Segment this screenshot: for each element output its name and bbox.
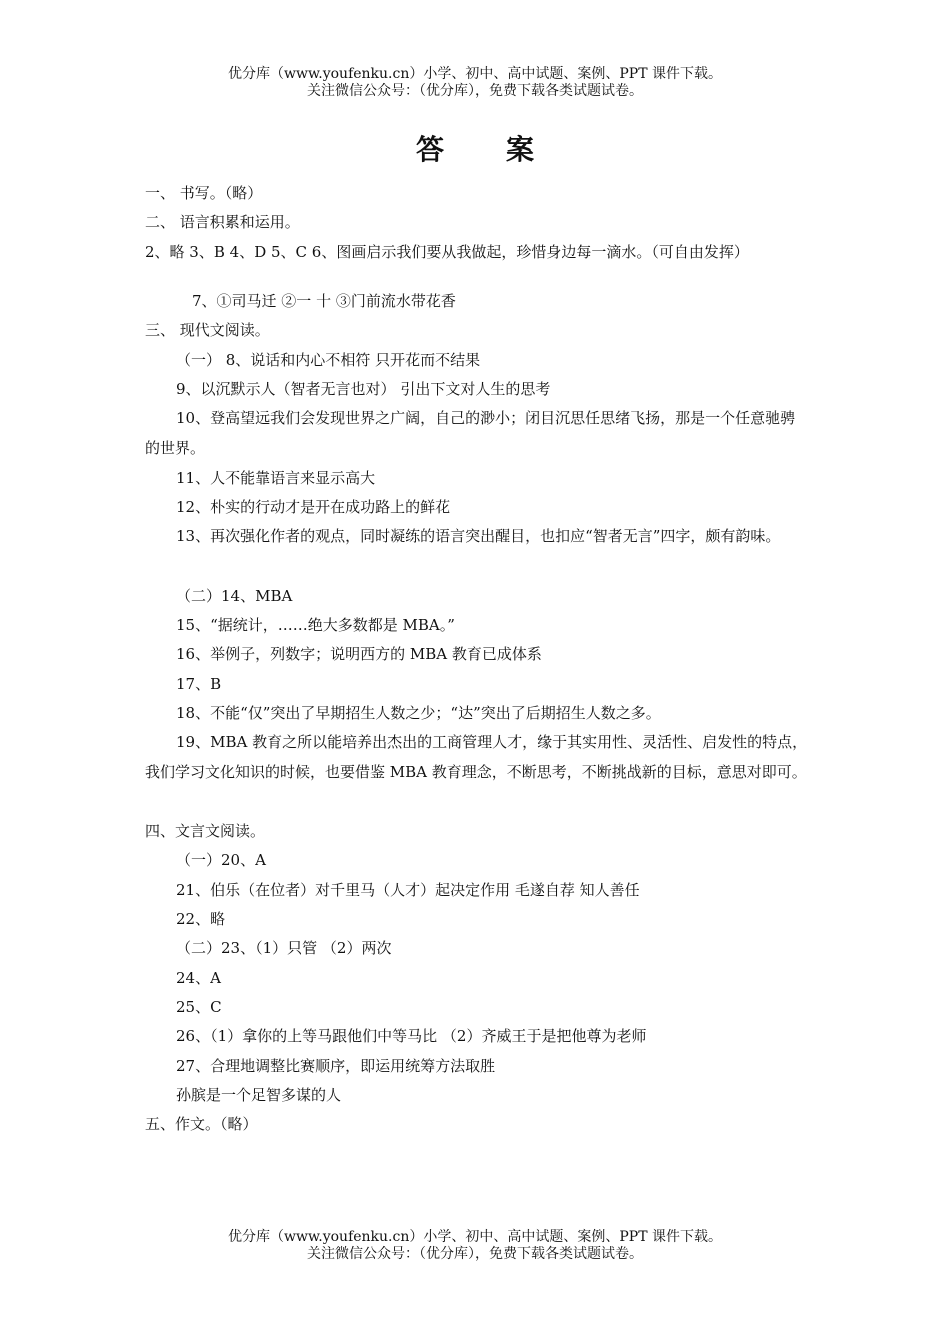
section-1-writing: 一、 书写。（略） [145,184,263,202]
answer-17: 17、B [176,675,222,693]
section-2-language: 二、 语言积累和运用。 [145,213,300,231]
answer-15: 15、“据统计，……绝大多数都是 MBA。” [176,616,455,634]
answer-24: 24、A [176,969,221,987]
header-line-1: 优分库（www.youfenku.cn）小学、初中、高中试题、案例、PPT 课件下载。 [227,66,722,82]
answer-12: 12、朴实的行动才是开在成功路上的鲜花 [176,498,451,516]
footer-line-1: 优分库（www.youfenku.cn）小学、初中、高中试题、案例、PPT 课件下载。 [227,1229,722,1245]
answer-11: 11、人不能靠语言来显示高大 [176,469,376,487]
section-3-modern-reading: 三、 现代文阅读。 [145,321,270,339]
answer-10: 10、登高望远我们会发现世界之广阔，自己的渺小；闭目沉思任思绪飞扬，那是一个任意驰骋的世界。 [145,409,796,457]
answer-2-to-6: 2、略 3、B 4、D 5、C 6、图画启示我们要从我做起，珍惜身边每一滴水。（可自由发挥） [145,243,749,261]
section-4-classical-reading: 四、文言文阅读。 [145,822,266,840]
answer-14: （二）14、MBA [176,587,293,605]
header-line-2: 关注微信公众号：（优分库），免费下载各类试题试卷。 [307,83,643,99]
answer-18: 18、不能“仅”突出了早期招生人数之少；“达”突出了后期招生人数之多。 [176,704,661,722]
answer-27: 27、合理地调整比赛顺序，即运用统筹方法取胜 [176,1057,496,1075]
answer-9: 9、以沉默示人（智者无言也对） 引出下文对人生的思考 [176,380,551,398]
answer-8: （一） 8、说话和内心不相符 只开花而不结果 [176,351,481,369]
page-footer [0,1229,950,1263]
footer-line-2: 关注微信公众号：（优分库），免费下载各类试题试卷。 [307,1246,643,1262]
section-5-composition: 五、作文。（略） [145,1115,258,1133]
answer-22: 22、略 [176,910,226,928]
answer-23: （二）23、（1）只管 （2）两次 [176,939,392,957]
answer-16: 16、举例子，列数字；说明西方的 MBA 教育已成体系 [176,645,542,663]
answer-19: 19、MBA 教育之所以能培养出杰出的工商管理人才，缘于其实用性、灵活性、启发性的特点，我们学习文化知识的时候，也要借鉴 MBA 教育理念，不断思考，不断挑战新的目标，意思对即可。 [145,733,808,781]
page-title: 答案 [415,133,596,166]
answer-25: 25、C [176,998,222,1016]
answer-7: 7、①司马迁 ②一 十 ③门前流水带花香 [192,292,456,310]
answer-20: （一）20、A [176,851,266,869]
answer-26: 26、（1）拿你的上等马跟他们中等马比 （2）齐威王于是把他尊为老师 [176,1027,647,1045]
answer-13: 13、再次强化作者的观点，同时凝练的语言突出醒目，也扣应“智者无言”四字，颇有韵味。 [176,527,781,545]
answer-21: 21、伯乐（在位者）对千里马（人才）起决定作用 毛遂自荐 知人善任 [176,881,640,899]
answer-27-conclusion: 孙膑是一个足智多谋的人 [176,1086,342,1104]
page-header [0,66,950,100]
